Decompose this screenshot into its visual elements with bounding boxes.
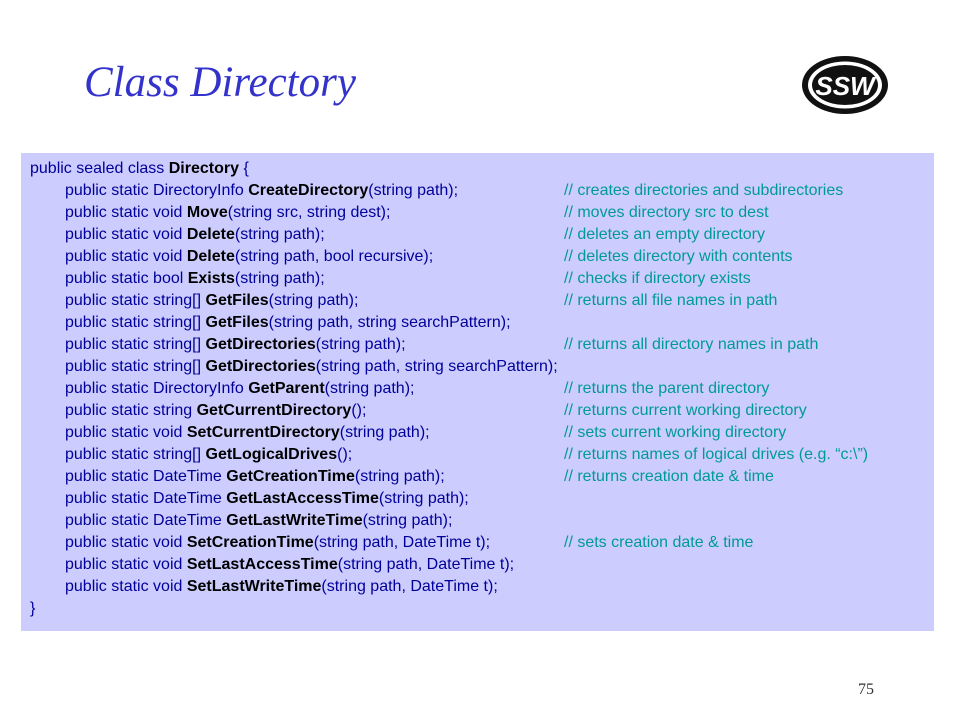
- member-parameters: (string path);: [339, 424, 430, 441]
- member-method-name: GetLogicalDrives: [205, 446, 338, 463]
- member-parameters: (string path);: [354, 468, 445, 485]
- member-parameters: (string path);: [368, 182, 459, 199]
- code-line-member: [65, 532, 934, 554]
- member-signature-prefix: public static void: [65, 534, 187, 551]
- member-parameters: (string path, string searchPattern);: [315, 358, 558, 375]
- member-signature-prefix: public static DirectoryInfo: [65, 380, 249, 397]
- member-method-name: SetLastAccessTime: [186, 556, 338, 573]
- code-line-member: [65, 180, 934, 202]
- member-signature-prefix: public static DirectoryInfo: [65, 182, 249, 199]
- member-parameters: (string path);: [315, 336, 406, 353]
- member-comment: // creates directories and subdirectories: [564, 182, 844, 199]
- code-line-member: [65, 246, 934, 268]
- member-method-name: SetCurrentDirectory: [186, 424, 340, 441]
- slide-title: Class Directory: [84, 59, 356, 106]
- member-signature-prefix: public static DateTime: [65, 490, 227, 507]
- member-signature-prefix: public static string[]: [65, 314, 206, 331]
- code-block: [21, 153, 934, 631]
- member-method-name: GetLastAccessTime: [226, 490, 379, 507]
- member-comment: // returns current working directory: [564, 402, 807, 419]
- code-brace-close: }: [30, 600, 36, 617]
- code-line-member: [65, 400, 934, 422]
- member-signature-prefix: public static DateTime: [65, 468, 227, 485]
- member-signature-prefix: public static string[]: [65, 358, 206, 375]
- code-keywords: public sealed class: [30, 160, 169, 177]
- member-method-name: GetParent: [248, 380, 325, 397]
- member-comment: // sets creation date & time: [564, 534, 754, 551]
- code-line-member: [65, 202, 934, 224]
- member-method-name: Exists: [187, 270, 235, 287]
- member-signature-prefix: public static string[]: [65, 292, 206, 309]
- member-comment: // checks if directory exists: [564, 270, 751, 287]
- code-line-member: [65, 422, 934, 444]
- member-comment: // returns names of logical drives (e.g. “c:\”): [564, 446, 869, 463]
- member-comment: // returns all file names in path: [564, 292, 778, 309]
- code-line-member: [65, 268, 934, 290]
- code-line-member: [65, 444, 934, 466]
- member-parameters: (string path, DateTime t);: [313, 534, 491, 551]
- class-name: Directory: [168, 160, 239, 177]
- member-comment: // moves directory src to dest: [564, 204, 769, 221]
- member-method-name: GetFiles: [205, 292, 269, 309]
- member-comment: // returns the parent directory: [564, 380, 770, 397]
- member-signature-prefix: public static DateTime: [65, 512, 227, 529]
- page-number: 75: [858, 681, 874, 698]
- member-method-name: GetDirectories: [205, 358, 316, 375]
- logo-text: SSW: [815, 71, 875, 101]
- member-signature-prefix: public static string[]: [65, 336, 206, 353]
- member-parameters: (string path);: [324, 380, 415, 397]
- member-method-name: GetFiles: [205, 314, 269, 331]
- member-parameters: (string path, DateTime t);: [337, 556, 515, 573]
- code-line-class-declaration: [30, 158, 249, 180]
- member-parameters: (string path);: [234, 270, 325, 287]
- member-parameters: (string path);: [268, 292, 359, 309]
- member-signature-prefix: public static void: [65, 424, 187, 441]
- member-method-name: SetCreationTime: [186, 534, 314, 551]
- member-signature-prefix: public static void: [65, 204, 187, 221]
- code-line-member: [65, 554, 934, 576]
- member-parameters: ();: [351, 402, 367, 419]
- code-line-member: [65, 510, 934, 532]
- member-method-name: Delete: [186, 226, 235, 243]
- member-method-name: GetCreationTime: [226, 468, 355, 485]
- member-comment: // returns all directory names in path: [564, 336, 819, 353]
- member-comment: // deletes directory with contents: [564, 248, 793, 265]
- code-line-member: [65, 334, 934, 356]
- member-method-name: SetLastWriteTime: [186, 578, 322, 595]
- member-comment: // returns creation date & time: [564, 468, 774, 485]
- member-method-name: GetDirectories: [205, 336, 316, 353]
- code-line-member: [65, 356, 934, 378]
- member-method-name: GetCurrentDirectory: [196, 402, 352, 419]
- member-comment: // deletes an empty directory: [564, 226, 765, 243]
- member-method-name: CreateDirectory: [248, 182, 369, 199]
- code-line-member: [65, 290, 934, 312]
- code-brace-open: {: [239, 160, 249, 177]
- member-parameters: ();: [337, 446, 353, 463]
- member-signature-prefix: public static void: [65, 248, 187, 265]
- member-comment: // sets current working directory: [564, 424, 787, 441]
- member-method-name: Delete: [186, 248, 235, 265]
- member-signature-prefix: public static void: [65, 226, 187, 243]
- code-line-member: [65, 224, 934, 246]
- member-parameters: (string path, DateTime t);: [321, 578, 498, 595]
- member-parameters: (string path, bool recursive);: [234, 248, 434, 265]
- code-line-member: [65, 466, 934, 488]
- member-method-name: Move: [186, 204, 228, 221]
- member-parameters: (string path);: [362, 512, 453, 529]
- member-signature-prefix: public static void: [65, 556, 187, 573]
- code-line-member: [65, 312, 934, 334]
- code-line-member: [65, 488, 934, 510]
- member-parameters: (string path, string searchPattern);: [268, 314, 511, 331]
- code-line-member: [65, 576, 934, 598]
- member-signature-prefix: public static string: [65, 402, 197, 419]
- member-signature-prefix: public static bool: [65, 270, 188, 287]
- member-parameters: (string path);: [378, 490, 469, 507]
- member-method-name: GetLastWriteTime: [226, 512, 363, 529]
- member-signature-prefix: public static string[]: [65, 446, 206, 463]
- member-parameters: (string src, string dest);: [227, 204, 391, 221]
- member-parameters: (string path);: [234, 226, 325, 243]
- member-signature-prefix: public static void: [65, 578, 187, 595]
- ssw-logo: [800, 54, 890, 116]
- code-line-member: [65, 378, 934, 400]
